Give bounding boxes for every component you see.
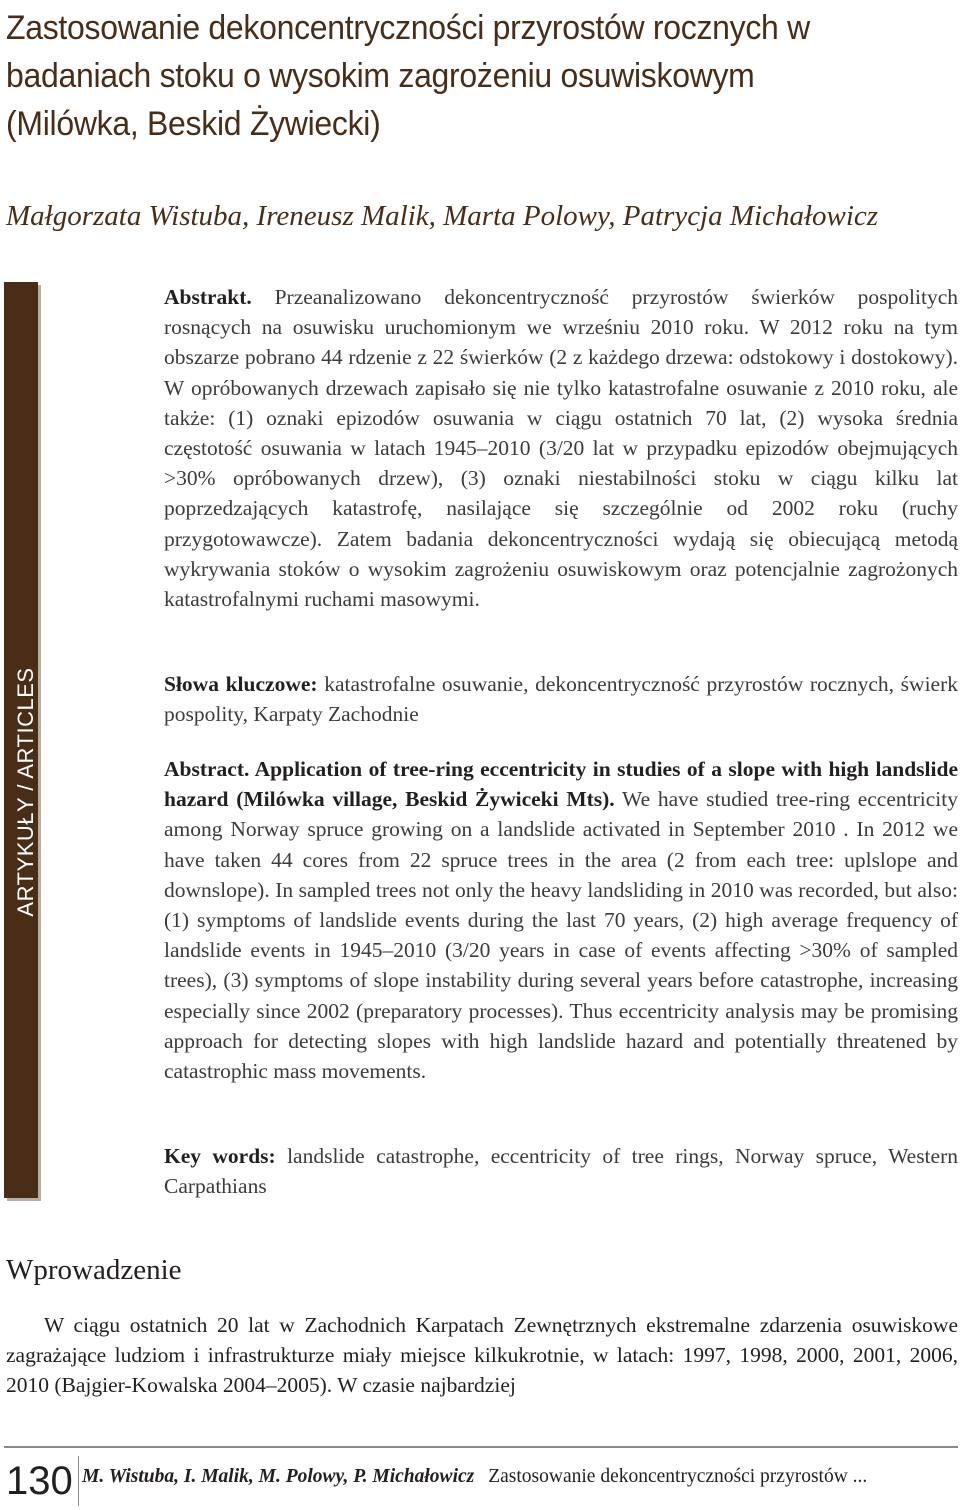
abstract-english-text: We have studied tree-ring eccentricity among Norway spruce growing on a landslide activated in September 2010 . In 2012 we have taken 44 cores from 22 spruce trees in the area (2 from each tree: uplslope and downslope). In sampled trees not only the heavy landsliding in 2010 was recorded, but also: (1) symptoms of landslide events during the last 70 years, (2) high average frequency of landslide events in 1945–2010 (3/20 years in case of events affecting >30% of sampled trees), (3) symptoms of slope instability during several years before catastrophe, increasing especially since 2002 (preparatory processes). Thus eccentricity analysis may be promising approach for detecting slopes with high landslide hazard and potentially threatened by catastrophic mass movements. [164,787,958,1084]
abstract-english-lead: Abstract. Application of tree-ring eccentricity in studies of a slope with high landslide hazard (Milówka village, Beskid Żywiceki Mts). [164,757,958,812]
running-head-title: Zastosowanie dekoncentryczności przyrostów ... [488,1466,868,1487]
section-sidebar [4,282,38,1198]
keywords-polish-text: katastrofalne osuwanie, dekoncentryczność przyrostów rocznych, świerk pospolity, Karpaty Zachodnie [164,672,958,727]
abstract-polish-text: Przeanalizowano dekoncentryczność przyrostów świerków pospolitych rosnących na osuwisku uruchomionym we wrześniu 2010 roku. W 2012 roku na tym obszarze pobrano 44 rdzenie z 22 świerków (2 z każdego drzewa: odstokowy i dostokowy). W opróbowanych drzewach zapisało się nie tylko katastrofalne osuwanie z 2010 roku, ale także: (1) oznaki epizodów osuwania w ciągu ostatnich 70 lat, (2) wysoka średnia częstotość osuwania w latach 1945–2010 (3/20 lat w przypadku epizodów obejmujących >30% opróbowanych drzew), (3) oznaki niestabilności stoku w ciągu kilku lat poprzedzających katastrofę, nasilające się szczególnie od 2002 roku (ruchy przygotowawcze). Zatem badania dekoncentryczności wydają się obiecującą metodą wykrywania stoków o wysokim zagrożeniu osuwiskowym oraz potencjalnie zagrożonych katastrofalnymi ruchami masowymi. [164,285,958,612]
keywords-english-lead: Key words: [164,1144,276,1168]
running-head [82,1463,958,1491]
keywords-polish [164,669,958,729]
intro-heading: Wprowadzenie [6,1254,182,1286]
footer-divider [78,1456,79,1506]
abstract-polish-lead: Abstrakt. [164,285,252,309]
page-number: 130 [6,1459,73,1503]
abstract-english [164,754,958,1086]
keywords-english [164,1141,958,1201]
keywords-english-text: landslide catastrophe, eccentricity of tree rings, Norway spruce, Western Carpathians [164,1144,958,1199]
intro-paragraph: W ciągu ostatnich 20 lat w Zachodnich Karpatach Zewnętrznych ekstremalne zdarzenia osuwiskowe zagrażające ludziom i infrastrukturze miały miejsce kilkukrotnie, w latach: 1997, 1998, 2000, 2001, 2006, 2010 (Bajgier-Kowalska 2004–2005). W czasie najbardziej [6,1313,958,1398]
article-title: Zastosowanie dekoncentryczności przyrostów rocznych w badaniach stoku o wysokim zagrożeniu osuwiskowym (Milówka, Beskid Żywiecki) [6,9,810,143]
article-authors: Małgorzata Wistuba, Ireneusz Malik, Marta Polowy, Patrycja Michałowicz [6,200,879,232]
section-label: ARTYKUŁY / ARTICLES [13,667,38,917]
footer-rule [4,1446,958,1448]
running-head-authors: M. Wistuba, I. Malik, M. Polowy, P. Michałowicz [82,1466,475,1487]
abstract-polish [164,282,958,614]
keywords-polish-lead: Słowa kluczowe: [164,672,318,696]
